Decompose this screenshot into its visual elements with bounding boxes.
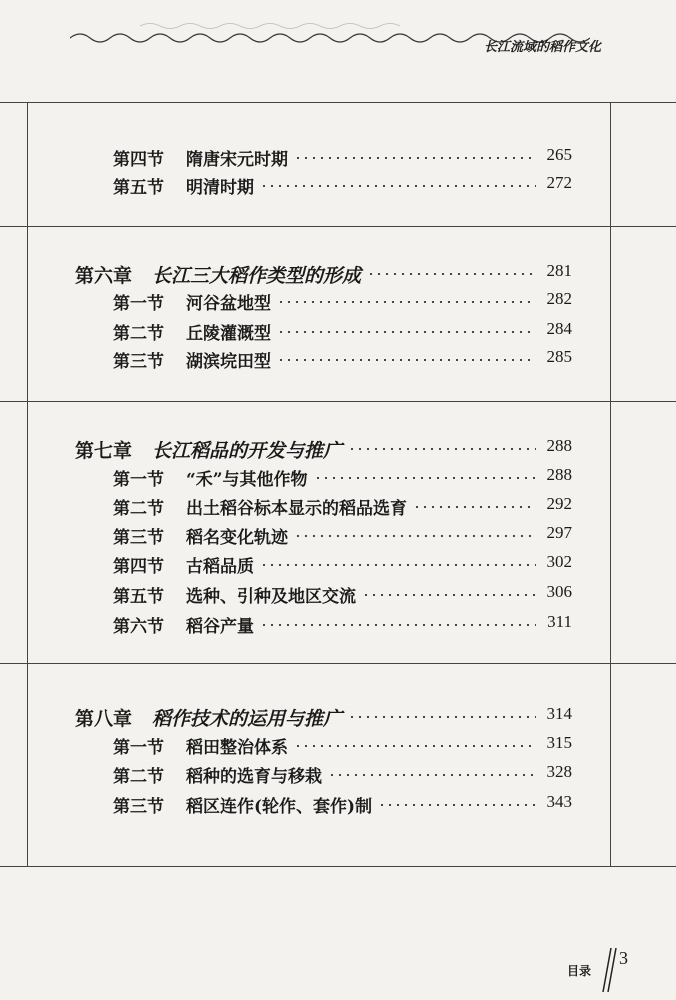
section-title: 隋唐宋元时期: [186, 150, 288, 170]
dot-leader: [277, 331, 536, 333]
page-number-ref: 328: [546, 762, 572, 781]
toc-section-entry[interactable]: [0, 319, 676, 347]
footer-slash-icon: [597, 948, 617, 992]
section-title: 稻种的选育与移栽: [186, 767, 322, 787]
section-title: 稻谷产量: [186, 617, 254, 637]
dot-leader: [294, 745, 536, 747]
chapter-number: 第七章: [75, 440, 133, 462]
toc-section-entry[interactable]: [0, 523, 676, 551]
section-title: 丘陵灌溉型: [186, 324, 271, 344]
toc-section-entry[interactable]: [0, 762, 676, 790]
section-title: 稻区连作(轮作、套作)制: [186, 797, 373, 817]
page-number-ref: 292: [546, 494, 572, 513]
section-title: 出土稻谷标本显示的稻品选育: [186, 499, 407, 519]
page-number-ref: 343: [546, 792, 572, 811]
toc-chapter-entry[interactable]: [0, 704, 676, 732]
section-number: 第六节: [113, 617, 164, 637]
dot-leader: [362, 594, 536, 596]
section-number: 第二节: [113, 767, 164, 787]
dot-leader: [294, 157, 536, 159]
page-number-ref: 288: [546, 465, 572, 484]
page-number-ref: 265: [546, 145, 572, 164]
dot-leader: [277, 359, 536, 361]
dot-leader: [314, 477, 536, 479]
dot-leader: [328, 774, 536, 776]
footer-label: 目录: [567, 964, 592, 978]
toc-section-entry[interactable]: [0, 145, 676, 173]
section-title: “禾”与其他作物: [186, 470, 308, 490]
page-number-ref: 306: [546, 582, 572, 601]
toc-section-entry[interactable]: [0, 465, 676, 493]
page-number-ref: 315: [546, 733, 572, 752]
dot-leader: [260, 564, 536, 566]
section-number: 第五节: [113, 178, 164, 198]
section-number: 第四节: [113, 150, 164, 170]
block-divider: [0, 401, 676, 402]
dot-leader: [413, 506, 536, 508]
page-number-ref: 284: [546, 319, 572, 338]
block-divider: [0, 663, 676, 664]
page-number-ref: 297: [546, 523, 572, 542]
toc-section-entry[interactable]: [0, 552, 676, 580]
toc-section-entry[interactable]: [0, 792, 676, 820]
toc-section-entry[interactable]: [0, 289, 676, 317]
section-number: 第一节: [113, 470, 164, 490]
dot-leader: [367, 273, 536, 275]
section-number: 第四节: [113, 557, 164, 577]
chapter-number: 第八章: [75, 708, 133, 730]
page-number-ref: 302: [546, 552, 572, 571]
section-title: 稻田整治体系: [186, 738, 288, 758]
page-number-ref: 288: [546, 436, 572, 455]
toc-section-entry[interactable]: [0, 347, 676, 375]
chapter-number: 第六章: [75, 265, 133, 287]
section-title: 明清时期: [186, 178, 254, 198]
dot-leader: [260, 624, 536, 626]
toc-section-entry[interactable]: [0, 612, 676, 640]
toc-chapter-entry[interactable]: [0, 436, 676, 464]
dot-leader: [348, 716, 536, 718]
page-number-ref: 311: [547, 612, 572, 631]
toc-section-entry[interactable]: [0, 494, 676, 522]
page-number-ref: 281: [546, 261, 572, 280]
running-header-title: 长江流域的稻作文化: [484, 40, 602, 55]
page-number-ref: 314: [546, 704, 572, 723]
page-number-ref: 282: [546, 289, 572, 308]
section-number: 第三节: [113, 352, 164, 372]
dot-leader: [378, 804, 536, 806]
toc-section-entry[interactable]: [0, 173, 676, 201]
section-number: 第三节: [113, 528, 164, 548]
section-number: 第一节: [113, 294, 164, 314]
toc-section-entry[interactable]: [0, 582, 676, 610]
block-divider: [0, 226, 676, 227]
section-title: 湖滨垸田型: [186, 352, 271, 372]
page-number-ref: 272: [546, 173, 572, 192]
section-title: 稻名变化轨迹: [186, 528, 288, 548]
toc-chapter-entry[interactable]: [0, 261, 676, 289]
chapter-title: 稻作技术的运用与推广: [152, 708, 343, 730]
section-number: 第二节: [113, 324, 164, 344]
section-number: 第一节: [113, 738, 164, 758]
chapter-title: 长江稻品的开发与推广: [152, 440, 343, 462]
section-title: 古稻品质: [186, 557, 254, 577]
page-number-ref: 285: [546, 347, 572, 366]
dot-leader: [277, 301, 536, 303]
footer-rule: [0, 866, 676, 867]
chapter-title: 长江三大稻作类型的形成: [152, 265, 362, 287]
section-title: 河谷盆地型: [186, 294, 271, 314]
section-number: 第三节: [113, 797, 164, 817]
section-title: 选种、引种及地区交流: [186, 587, 356, 607]
dot-leader: [294, 535, 536, 537]
page-number: 3: [619, 948, 628, 968]
section-number: 第二节: [113, 499, 164, 519]
header-rule: [0, 102, 676, 103]
toc-section-entry[interactable]: [0, 733, 676, 761]
dot-leader: [348, 448, 536, 450]
dot-leader: [260, 185, 536, 187]
section-number: 第五节: [113, 587, 164, 607]
